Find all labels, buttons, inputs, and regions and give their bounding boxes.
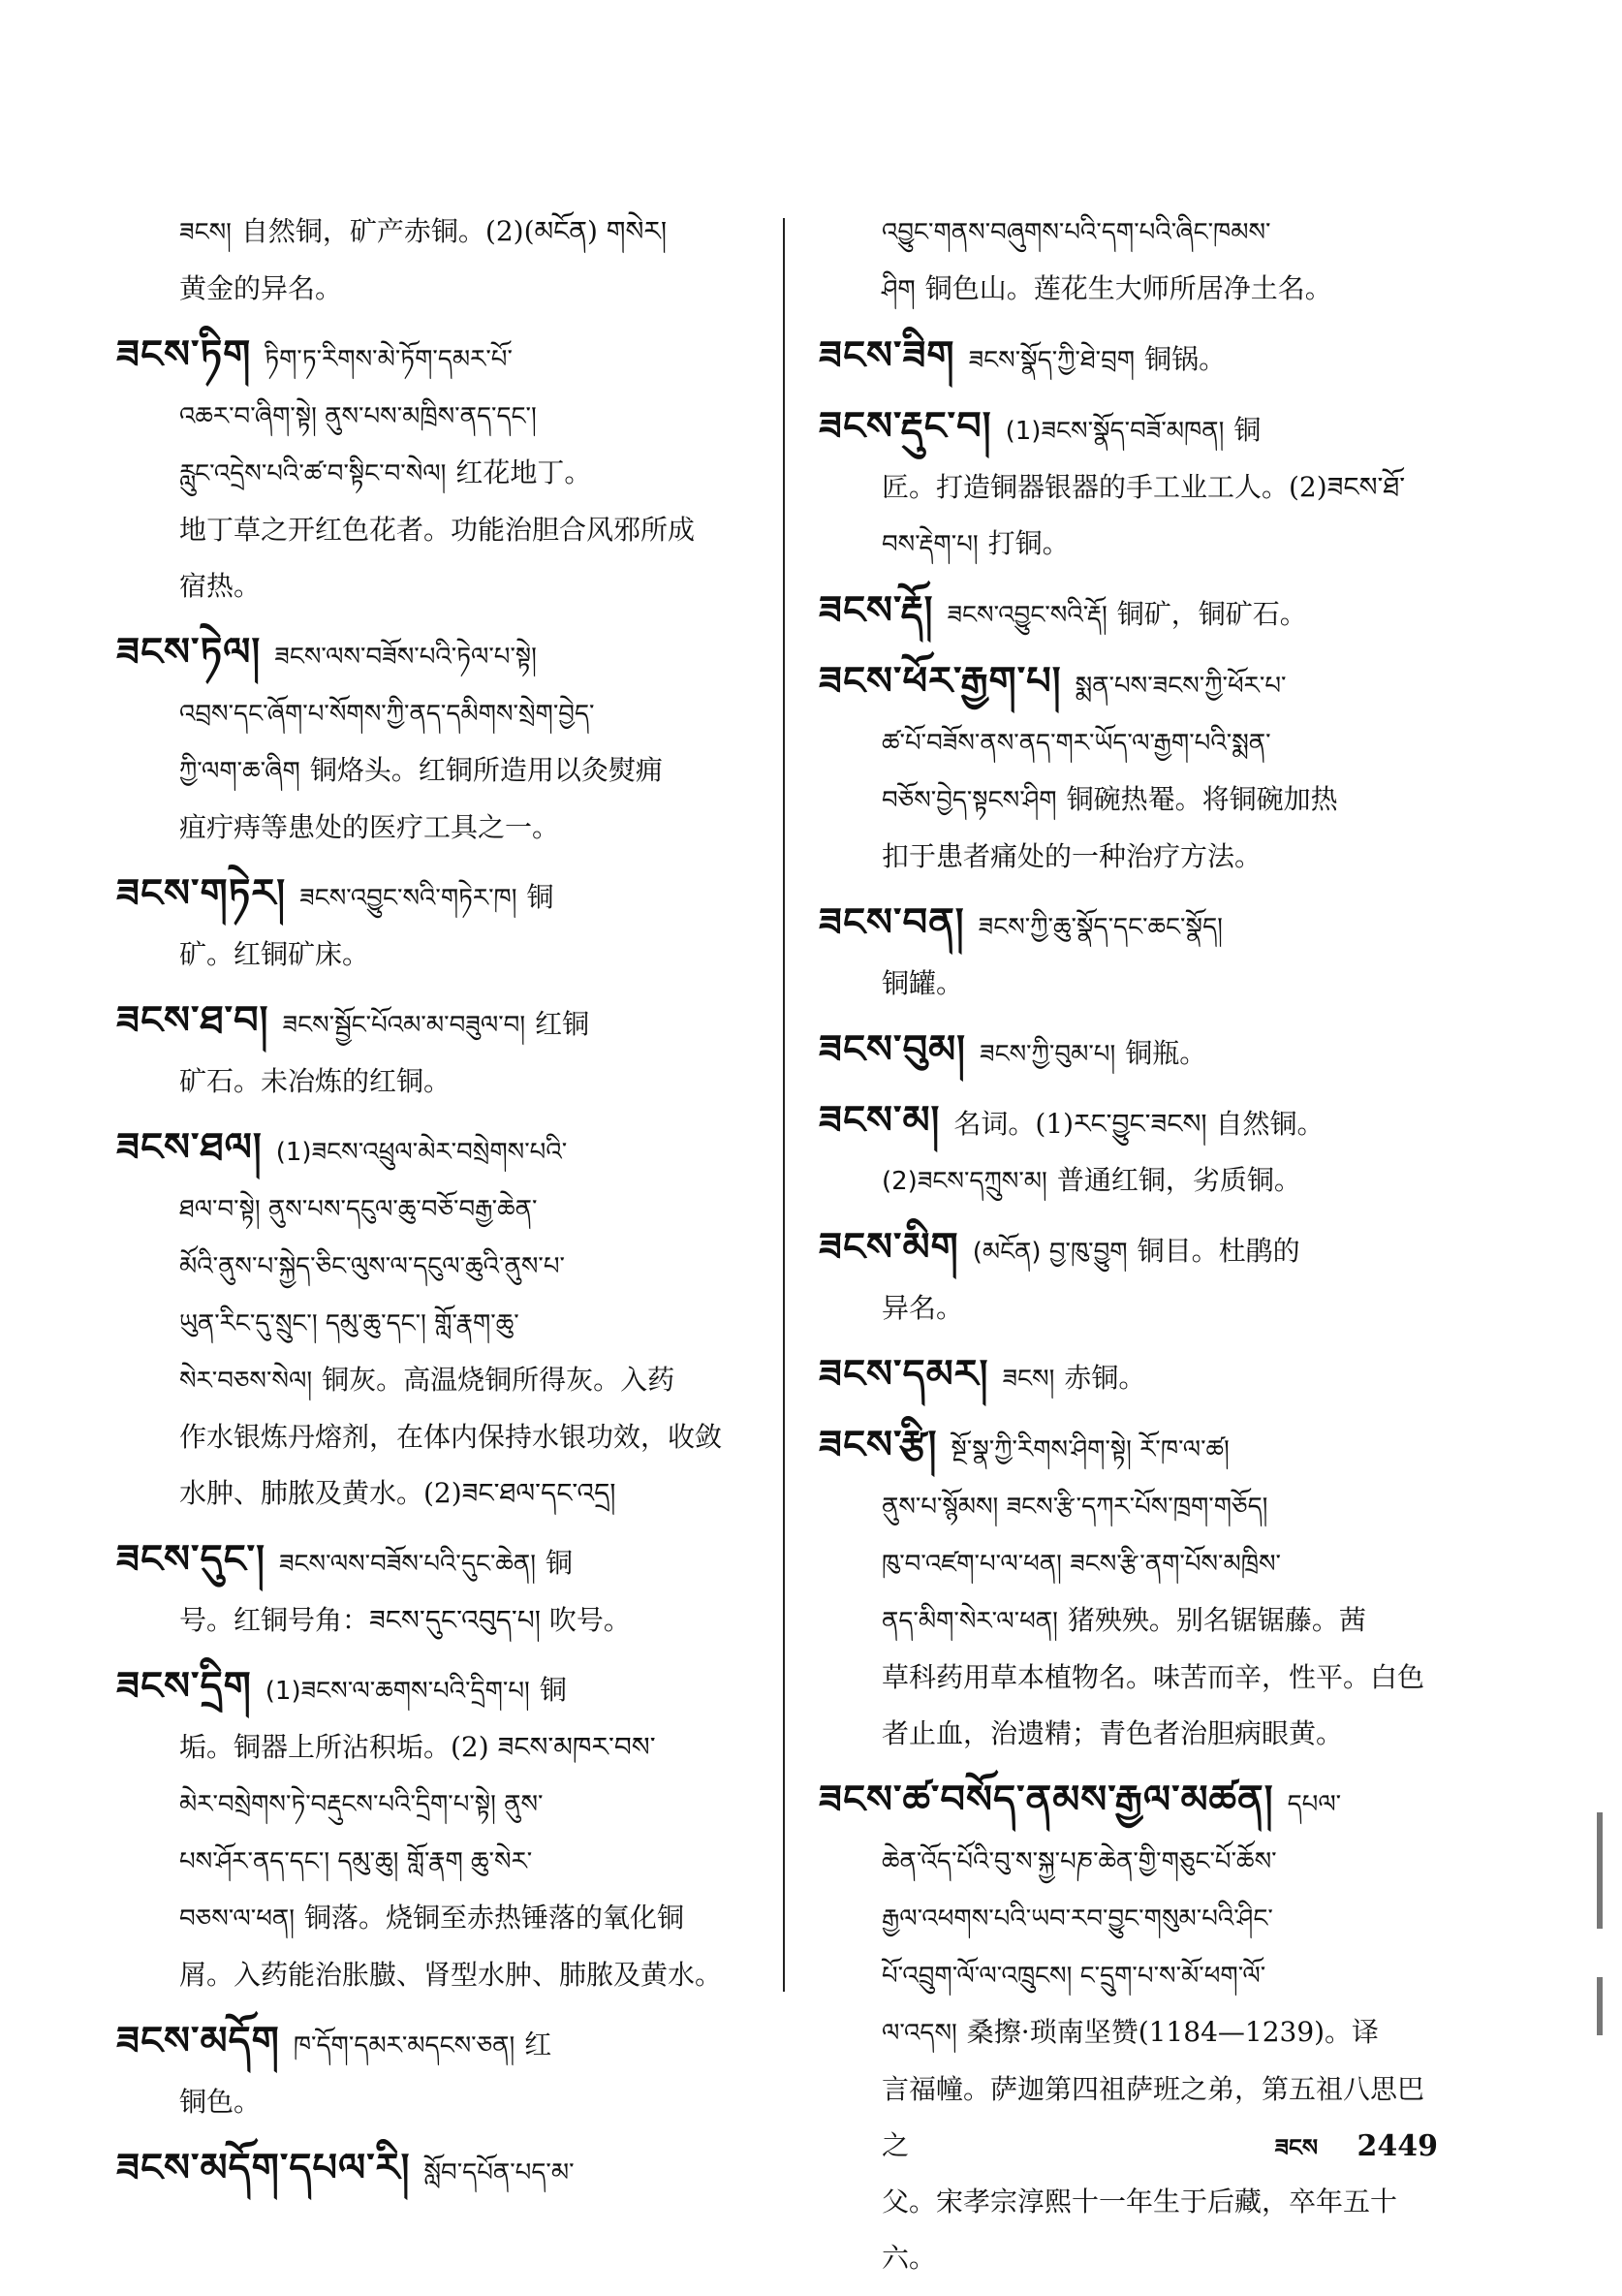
entry-line bbox=[819, 1092, 1439, 1152]
tibetan-text: ཟངས་ཀྱི་ཆུ་སྣོད་དང་ཆང་སྣོད། bbox=[978, 913, 1223, 942]
entry-line bbox=[116, 1947, 756, 2003]
tibetan-text: རྒྱལ་འཕགས་པའི་ཡབ་རབ་བྱུང་གསུམ་པའི་ཤིང་ bbox=[882, 1904, 1273, 1934]
entry-line bbox=[116, 927, 756, 983]
entry-line bbox=[819, 1772, 1439, 1833]
tibetan-text: ཚ་པོ་བཟོས་ནས་ནད་གར་ཡོད་ལ་རྒྱག་པའི་སྨན་ bbox=[882, 729, 1271, 758]
entry-line bbox=[116, 1833, 756, 1890]
dictionary-entry bbox=[116, 992, 756, 1110]
chinese-text: 铜锅。 bbox=[1144, 343, 1227, 375]
chinese-text: 扣于患者痛处的一种治疗方法。 bbox=[882, 840, 1263, 872]
chinese-text: 赤铜。 bbox=[1064, 1362, 1146, 1394]
chinese-text: 铜 bbox=[539, 1674, 567, 1706]
entry-line bbox=[116, 624, 756, 685]
entry-line bbox=[116, 558, 756, 614]
tibetan-text: (1)ཟངས་འཕྲུལ་མེར་བསྲེགས་པའི་ bbox=[275, 1138, 568, 1167]
entry-line bbox=[116, 1119, 756, 1180]
chinese-text: 铜矿，铜矿石。 bbox=[1116, 598, 1307, 630]
entry-line bbox=[819, 398, 1439, 459]
tibetan-text: ནད་མིག་སེར་ལ་ཕན། bbox=[882, 1607, 1058, 1636]
entry-headword: ཟངས་མིག bbox=[819, 1225, 959, 1270]
chinese-text: 铜 bbox=[526, 881, 554, 913]
entry-headword: ཟངས་དུང་། bbox=[116, 1537, 265, 1582]
tibetan-text: ཏིག་ཏ་རིགས་མེ་ཏོག་དམར་པོ་ bbox=[265, 345, 513, 374]
tibetan-text: རླུང་འདྲེས་པའི་ཚ་བ་སྟིང་བ་སེལ། bbox=[179, 459, 447, 488]
entry-line bbox=[819, 1706, 1439, 1762]
dictionary-entry bbox=[116, 2140, 756, 2201]
chinese-text: 矿。红铜矿床。 bbox=[179, 938, 370, 970]
entry-line bbox=[116, 204, 756, 261]
entry-line bbox=[116, 1465, 756, 1522]
dictionary-entry bbox=[116, 2013, 756, 2130]
footer-headword: ཟངས bbox=[1274, 2134, 1319, 2161]
chinese-text: 铜落。烧铜至赤热锤落的氧化铜 bbox=[304, 1902, 685, 1934]
scan-margin-mark bbox=[1597, 1812, 1603, 1929]
entry-line bbox=[819, 2004, 1439, 2061]
entry-line bbox=[819, 1535, 1439, 1592]
chinese-text: 言福幢。萨迦第四祖萨班之弟，第五祖八思巴之 bbox=[882, 2073, 1425, 2161]
chinese-text: 号。红铜号角：ཟངས་དུང་འབུད་པ། 吹号。 bbox=[179, 1604, 631, 1636]
tibetan-text: ཤིག bbox=[882, 275, 916, 304]
entry-line bbox=[819, 895, 1439, 956]
entry-line bbox=[819, 1417, 1439, 1478]
entry-line bbox=[819, 1947, 1439, 2004]
entry-headword: ཟངས་རྡུང་བ། bbox=[819, 404, 992, 449]
dictionary-entry bbox=[819, 1092, 1439, 1210]
dictionary-entry bbox=[116, 1119, 756, 1522]
tibetan-text: ཟངས་སྦྱོང་པོའམ་མ་བཟུལ་བ། bbox=[282, 1011, 526, 1040]
entry-line bbox=[819, 328, 1439, 389]
entry-line bbox=[116, 502, 756, 558]
chinese-text: 普通红铜，劣质铜。 bbox=[1056, 1164, 1301, 1196]
tibetan-text: ཟངས་འབྱུང་སའི་གཏེར་ཁ། bbox=[299, 884, 517, 913]
dictionary-entry bbox=[819, 895, 1439, 1012]
entry-headword: ཟངས་རྩི། bbox=[819, 1423, 938, 1467]
dictionary-entry bbox=[819, 1346, 1439, 1407]
entry-line bbox=[819, 582, 1439, 644]
entry-headword: ཟངས་བུམ། bbox=[819, 1027, 967, 1072]
chinese-text: 水肿、肺脓及黄水。(2)ཟང་ཐལ་དང་འདྲ། bbox=[179, 1477, 616, 1509]
tibetan-text: སྨན་པས་ཟངས་ཀྱི་ཕོར་པ་ bbox=[1075, 672, 1287, 701]
tibetan-text: ཟངས་ལས་བཟོས་པའི་དུང་ཆེན། bbox=[278, 1550, 537, 1579]
entry-line bbox=[116, 261, 756, 317]
tibetan-text: ཟངས་ལས་བཟོས་པའི་ཏེལ་པ་སྟེ། bbox=[274, 643, 537, 672]
tibetan-text: དཔལ་ bbox=[1287, 1790, 1342, 1819]
entry-headword: ཟངས་མདོག bbox=[116, 2019, 280, 2063]
entry-line bbox=[116, 1409, 756, 1465]
dictionary-entry bbox=[116, 1658, 756, 2003]
page-footer bbox=[1275, 2123, 1438, 2187]
tibetan-text: (1)ཟངས་ལ་ཆགས་པའི་དྲིག་པ། bbox=[265, 1677, 530, 1706]
dictionary-entry bbox=[819, 1022, 1439, 1083]
chinese-text: 名词。(1)རང་བྱུང་ཟངས། 自然铜。 bbox=[953, 1108, 1325, 1140]
scan-margin-mark bbox=[1597, 1977, 1603, 2035]
entry-line bbox=[116, 1180, 756, 1238]
entry-headword: ཟངས་ཟིག bbox=[819, 333, 955, 378]
entry-line bbox=[116, 742, 756, 800]
left-column bbox=[116, 204, 756, 2211]
entry-headword: ཟངས་རྡོ། bbox=[819, 588, 934, 633]
chinese-text: 者止血，治遗精；青色者治胆病眼黄。 bbox=[882, 1717, 1344, 1749]
tibetan-text: འཆར་བ་ཞིག་སྟེ། ནུས་པས་མཁྲིས་ནད་དང་། bbox=[179, 402, 537, 431]
chinese-text: 铜 bbox=[1233, 414, 1262, 446]
chinese-text: 桑擦·琐南坚赞(1184—1239)。译 bbox=[966, 2016, 1380, 2048]
tibetan-text: པོ་འབྲུག་ལོ་ལ་འཁྲུངས། ང་དྲུག་པ་ས་མོ་ཕག་ལོ་ bbox=[882, 1962, 1266, 1991]
tibetan-text: སྔོ་སྣ་ཀྱི་རིགས་ཤིག་སྟེ། རོ་ཁ་ལ་ཚ། bbox=[951, 1435, 1230, 1464]
entry-line bbox=[116, 685, 756, 742]
chinese-text: 铜色。 bbox=[179, 2086, 262, 2118]
chinese-text: 异名。 bbox=[882, 1292, 964, 1324]
entry-line bbox=[116, 327, 756, 388]
entry-line bbox=[116, 1776, 756, 1833]
page-number: 2449 bbox=[1357, 2129, 1438, 2163]
chinese-text: 打铜。 bbox=[987, 527, 1070, 559]
dictionary-entry bbox=[116, 327, 756, 614]
entry-line bbox=[819, 459, 1439, 516]
chinese-text: 屑。入药能治胀臌、肾型水肿、肺脓及黄水。 bbox=[179, 1959, 723, 1991]
tibetan-text: སེར་བཅས་སེལ། bbox=[179, 1367, 313, 1396]
entry-line bbox=[116, 1295, 756, 1352]
chinese-text: 宿热。 bbox=[179, 570, 262, 602]
entry-line bbox=[116, 388, 756, 445]
chinese-text: 红铜 bbox=[535, 1008, 590, 1040]
tibetan-text: ཟངས། bbox=[179, 218, 232, 247]
entry-line bbox=[116, 1658, 756, 1719]
chinese-text: 红花地丁。 bbox=[455, 456, 592, 488]
column-divider bbox=[783, 218, 785, 1992]
entry-line bbox=[819, 829, 1439, 885]
entry-line bbox=[819, 714, 1439, 771]
entry-line bbox=[819, 1650, 1439, 1706]
chinese-text: 作水银炼丹熔剂，在体内保持水银功效，收敛 bbox=[179, 1421, 723, 1453]
tibetan-text: མེར་བསྲེགས་ཏེ་བརྡུངས་པའི་དྲིག་པ་སྟེ། ནུས་ bbox=[179, 1790, 544, 1819]
entry-headword: ཟངས་དྲིག bbox=[116, 1664, 252, 1709]
tibetan-text: སློབ་དཔོན་པད་མ་ bbox=[423, 2158, 575, 2187]
entry-line bbox=[819, 653, 1439, 714]
entry-line bbox=[116, 1890, 756, 1947]
entry-headword: ཟངས་ཚ་བསོད་ནམས་རྒྱལ་མཚན། bbox=[819, 1777, 1274, 1822]
entry-line bbox=[116, 1719, 756, 1776]
entry-line bbox=[819, 1833, 1439, 1890]
entry-line bbox=[116, 1238, 756, 1295]
chinese-text: 黄金的异名。 bbox=[179, 272, 343, 304]
entry-line bbox=[116, 865, 756, 927]
entry-headword: ཟངས་གཏེར། bbox=[116, 871, 287, 916]
tibetan-text: ནུས་པ་སྙོམས། ཟངས་རྩི་དཀར་པོས་ཁྲག་གཅོད། bbox=[882, 1493, 1268, 1522]
entry-line bbox=[819, 1890, 1439, 1947]
dictionary-entry bbox=[819, 1219, 1439, 1337]
entry-headword: ཟངས་བན། bbox=[819, 900, 965, 945]
entry-line bbox=[116, 992, 756, 1054]
dictionary-entry bbox=[116, 204, 756, 317]
tibetan-text: བཅོས་བྱེད་སྟངས་ཤིག bbox=[882, 786, 1057, 815]
entry-line bbox=[819, 1478, 1439, 1535]
chinese-text: 矿石。未冶炼的红铜。 bbox=[179, 1065, 452, 1097]
tibetan-text: ཟངས་ཀྱི་བུམ་པ། bbox=[980, 1040, 1116, 1069]
entry-headword: ཟངས་མ། bbox=[819, 1098, 941, 1143]
chinese-text: 猪殃殃。别名锯锯藤。茜 bbox=[1067, 1604, 1366, 1636]
chinese-text: 垢。铜器上所沾积垢。(2) ཟངས་མཁར་བས་ bbox=[179, 1731, 656, 1763]
tibetan-text: ཀྱི་ལག་ཆ་ཞིག bbox=[179, 757, 300, 786]
dictionary-entry bbox=[819, 328, 1439, 389]
entry-line bbox=[116, 800, 756, 856]
chinese-text: 草科药用草本植物名。味苦而辛，性平。白色 bbox=[882, 1661, 1425, 1693]
chinese-text: 红 bbox=[524, 2029, 552, 2060]
chinese-text: 铜 bbox=[546, 1547, 574, 1579]
tibetan-text: (1)ཟངས་སྣོད་བཟོ་མཁན། bbox=[1005, 417, 1225, 446]
entry-headword: ཟངས་མདོག་དཔལ་རི། bbox=[116, 2146, 411, 2190]
tibetan-text: ལ་འདས། bbox=[882, 2019, 957, 2048]
entry-line bbox=[819, 1280, 1439, 1337]
dictionary-entry bbox=[819, 582, 1439, 644]
tibetan-text: (2)ཟངས་དཀྲུས་མ། bbox=[882, 1167, 1047, 1196]
entry-line bbox=[116, 2013, 756, 2074]
entry-headword: ཟངས་ཏེལ། bbox=[116, 630, 262, 675]
entry-line bbox=[116, 2074, 756, 2130]
entry-line bbox=[819, 1346, 1439, 1407]
tibetan-text: བས་རྡེག་པ། bbox=[882, 530, 979, 559]
chinese-text: 铜瓶。 bbox=[1125, 1037, 1207, 1069]
dictionary-entry bbox=[819, 1772, 1439, 2286]
entry-line bbox=[116, 2140, 756, 2201]
chinese-text: 铜烙头。红铜所造用以灸熨痈 bbox=[309, 754, 663, 786]
tibetan-text: ཟངས་སྣོད་ཀྱི་ཐེ་བྲག bbox=[968, 346, 1136, 375]
entry-line bbox=[819, 771, 1439, 829]
entry-headword: ཟངས་དམར། bbox=[819, 1352, 989, 1397]
tibetan-text: ཐལ་བ་སྟེ། ནུས་པས་དངུལ་ཆུ་བཅོ་བརྒྱ་ཆེན་ bbox=[179, 1195, 538, 1224]
entry-headword: ཟངས་ཏིག bbox=[116, 332, 252, 377]
entry-line bbox=[116, 1531, 756, 1592]
chinese-text: 铜目。杜鹃的 bbox=[1137, 1235, 1300, 1267]
entry-line bbox=[116, 1054, 756, 1110]
chinese-text: 铜罐。 bbox=[882, 967, 964, 999]
tibetan-text: ཡུན་རིང་དུ་སྲུང་། དམུ་ཆུ་དང་། གློ་རྣག་ཆུ་ bbox=[179, 1309, 519, 1338]
entry-line bbox=[819, 1152, 1439, 1210]
dictionary-entry bbox=[116, 624, 756, 856]
tibetan-text: པས་ཤོར་ནད་དང་། དམུ་ཆུ། གློ་རྣག ཆུ་སེར་ bbox=[179, 1847, 533, 1876]
chinese-text: 疽疔痔等患处的医疗工具之一。 bbox=[179, 811, 560, 843]
entry-line bbox=[819, 261, 1439, 318]
entry-line bbox=[116, 1352, 756, 1409]
entry-line bbox=[116, 1592, 756, 1649]
dictionary-entry bbox=[116, 1531, 756, 1649]
chinese-text: 匠。打造铜器银器的手工业工人。(2)ཟངས་ཐོ་ bbox=[882, 471, 1406, 503]
dictionary-entry bbox=[116, 865, 756, 983]
chinese-text: 父。宋孝宗淳熙十一年生于后藏，卒年五十六。 bbox=[882, 2186, 1398, 2274]
chinese-text: 自然铜，矿产赤铜。(2)(མངོན) གསེར། bbox=[240, 215, 668, 247]
entry-headword: ཟངས་ཐ་བ། bbox=[116, 998, 269, 1043]
tibetan-text: ཁ་དོག་དམར་མདངས་ཅན། bbox=[293, 2031, 515, 2060]
entry-headword: ཟངས་ཐལ། bbox=[116, 1125, 263, 1170]
chinese-text: 地丁草之开红色花者。功能治胆合风邪所成 bbox=[179, 514, 696, 546]
tibetan-text: ཟངས། bbox=[1002, 1365, 1055, 1394]
entry-line bbox=[819, 2174, 1439, 2286]
tibetan-text: (མངོན) བྱ་ཁུ་བྱུག bbox=[972, 1238, 1128, 1267]
entry-line bbox=[819, 1219, 1439, 1280]
dictionary-entry bbox=[819, 1417, 1439, 1762]
chinese-text: 铜灰。高温烧铜所得灰。入药 bbox=[322, 1364, 675, 1396]
dictionary-entry bbox=[819, 653, 1439, 885]
tibetan-text: ཟངས་འབྱུང་སའི་རྡོ། bbox=[947, 601, 1107, 630]
chinese-text: 铜碗热罨。将铜碗加热 bbox=[1066, 783, 1338, 815]
entry-line bbox=[116, 445, 756, 502]
entry-line bbox=[819, 956, 1439, 1012]
tibetan-text: འབྱུང་གནས་བཞུགས་པའི་དག་པའི་ཞིང་ཁམས་ bbox=[882, 218, 1271, 247]
entry-line bbox=[819, 516, 1439, 573]
tibetan-text: མོའི་ནུས་པ་སྐྱེད་ཅིང་ལུས་ལ་དངུལ་ཆུའི་ནུས་པ་ bbox=[179, 1252, 565, 1281]
dictionary-entry bbox=[819, 398, 1439, 573]
dictionary-entry bbox=[819, 204, 1439, 318]
right-column bbox=[819, 204, 1439, 2296]
tibetan-text: འབྲས་དང་ཞོག་པ་སོགས་ཀྱི་ནད་དམིགས་སྲེག་བྱེད་ bbox=[179, 700, 595, 729]
tibetan-text: ཁུ་བ་འཛག་པ་ལ་ཕན། ཟངས་རྩི་ནག་པོས་མཁྲིས་ bbox=[882, 1550, 1281, 1579]
entry-line bbox=[819, 1592, 1439, 1650]
chinese-text: 铜色山。莲花生大师所居净土名。 bbox=[924, 272, 1332, 304]
entry-line bbox=[819, 1022, 1439, 1083]
tibetan-text: བཅས་ལ་ཕན། bbox=[179, 1904, 296, 1934]
tibetan-text: ཆེན་འོད་པོའི་བུ་ས་སྐྱ་པཎ་ཆེན་གྱི་གཅུང་པོ་ཆོས་ bbox=[882, 1847, 1277, 1876]
entry-line bbox=[819, 204, 1439, 261]
entry-headword: ཟངས་ཕོར་རྒྱག་པ། bbox=[819, 659, 1062, 704]
